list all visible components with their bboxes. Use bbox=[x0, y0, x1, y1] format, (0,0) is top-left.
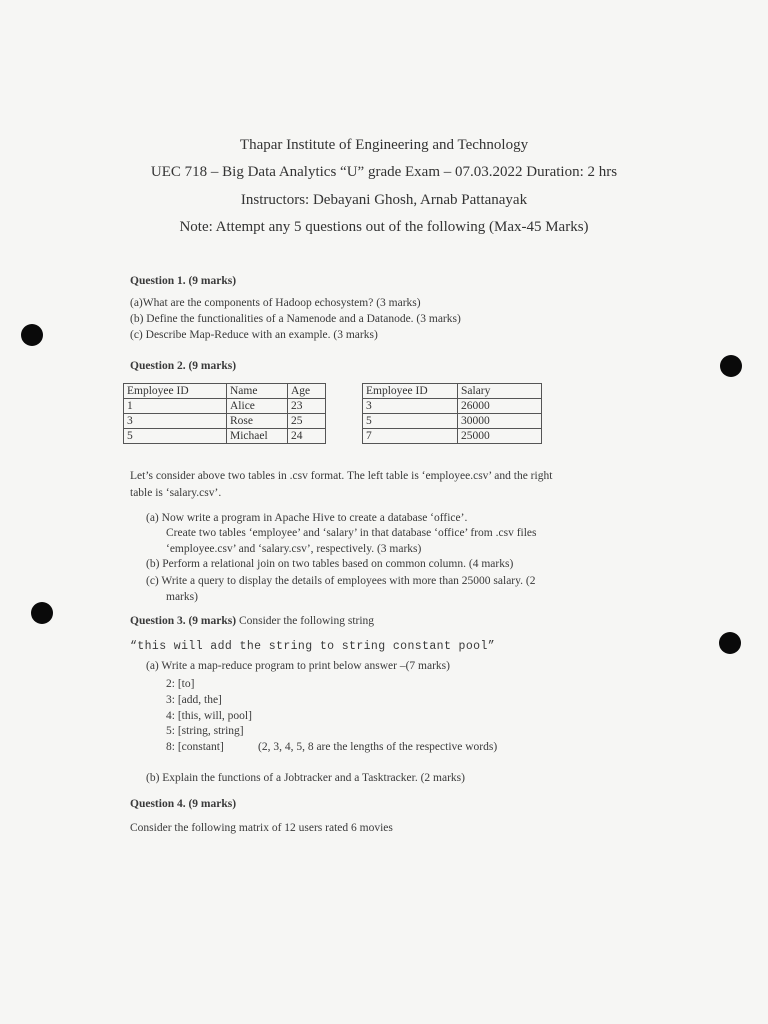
table-header-row bbox=[363, 384, 542, 399]
table-row bbox=[363, 414, 542, 429]
salary-table bbox=[362, 383, 542, 444]
table-header-cell: Employee ID bbox=[124, 384, 227, 399]
question-2-intro-line-2: table is ‘salary.csv’. bbox=[130, 487, 222, 499]
question-3-heading bbox=[130, 615, 374, 627]
answer-line: 4: [this, will, pool] bbox=[166, 710, 252, 722]
question-4-title: Question 4. (9 marks) bbox=[130, 798, 237, 810]
institute-title: Thapar Institute of Engineering and Technology bbox=[239, 137, 529, 153]
table-cell: Michael bbox=[227, 429, 288, 444]
question-1-part-c: (c) Describe Map-Reduce with an example. (3 marks) bbox=[130, 329, 378, 341]
table-cell: 1 bbox=[124, 399, 227, 414]
table-cell: 3 bbox=[124, 414, 227, 429]
table-cell: Rose bbox=[227, 414, 288, 429]
table-cell: 23 bbox=[288, 399, 326, 414]
answer-line: 8: [constant] bbox=[166, 741, 224, 753]
question-2-part-c-line-1: (c) Write a query to display the details of employees with more than 25000 salary. (2 bbox=[146, 575, 536, 587]
table-cell: 7 bbox=[363, 429, 458, 444]
table-row bbox=[363, 399, 542, 414]
table-cell: 25000 bbox=[458, 429, 542, 444]
table-cell: 5 bbox=[363, 414, 458, 429]
answer-line: 3: [add, the] bbox=[166, 694, 222, 706]
table-header-cell: Age bbox=[288, 384, 326, 399]
question-3-part-b: (b) Explain the functions of a Jobtracker and a Tasktracker. (2 marks) bbox=[146, 772, 465, 784]
table-cell: 26000 bbox=[458, 399, 542, 414]
punch-hole-left-top bbox=[21, 324, 43, 346]
punch-hole-right-bottom bbox=[719, 632, 741, 654]
table-header-row bbox=[124, 384, 326, 399]
question-3-part-a: (a) Write a map-reduce program to print below answer –(7 marks) bbox=[146, 660, 450, 672]
question-1-title: Question 1. (9 marks) bbox=[130, 275, 237, 287]
table-row bbox=[124, 429, 326, 444]
question-1-part-a: (a)What are the components of Hadoop echosystem? (3 marks) bbox=[130, 297, 421, 309]
table-cell: 24 bbox=[288, 429, 326, 444]
table-header-cell: Employee ID bbox=[363, 384, 458, 399]
employee-table bbox=[123, 383, 326, 444]
instructors-line: Instructors: Debayani Ghosh, Arnab Pattanayak bbox=[240, 192, 528, 208]
table-cell: 25 bbox=[288, 414, 326, 429]
question-3-title: Question 3. (9 marks) bbox=[130, 615, 237, 627]
question-2-part-b: (b) Perform a relational join on two tables based on common column. (4 marks) bbox=[146, 558, 514, 570]
question-2-part-a-line-1: (a) Now write a program in Apache Hive to create a database ‘office’. bbox=[146, 512, 468, 524]
question-3-string: “this will add the string to string constant pool” bbox=[130, 640, 496, 653]
punch-hole-left-bottom bbox=[31, 602, 53, 624]
question-2-part-c-line-2: marks) bbox=[166, 591, 198, 603]
question-2-intro-line-1: Let’s consider above two tables in .csv format. The left table is ‘employee.csv’ and the right bbox=[130, 470, 553, 482]
note-line: Note: Attempt any 5 questions out of the following (Max-45 Marks) bbox=[179, 219, 589, 235]
table-cell: 3 bbox=[363, 399, 458, 414]
punch-hole-right-top bbox=[720, 355, 742, 377]
question-2-part-a-line-2: Create two tables ‘employee’ and ‘salary’ in that database ‘office’ from .csv files bbox=[166, 527, 537, 539]
table-row bbox=[124, 399, 326, 414]
course-line: UEC 718 – Big Data Analytics “U” grade Exam – 07.03.2022 Duration: 2 hrs bbox=[150, 164, 618, 180]
question-2-part-a-line-3: ‘employee.csv’ and ‘salary.csv’, respectively. (3 marks) bbox=[166, 543, 422, 555]
table-cell: 5 bbox=[124, 429, 227, 444]
table-header-cell: Name bbox=[227, 384, 288, 399]
table-row bbox=[124, 414, 326, 429]
answers-note: (2, 3, 4, 5, 8 are the lengths of the respective words) bbox=[258, 741, 498, 753]
table-cell: Alice bbox=[227, 399, 288, 414]
answer-line: 5: [string, string] bbox=[166, 725, 244, 737]
question-1-part-b: (b) Define the functionalities of a Namenode and a Datanode. (3 marks) bbox=[130, 313, 461, 325]
question-4-line-1: Consider the following matrix of 12 users rated 6 movies bbox=[130, 822, 393, 834]
question-2-title: Question 2. (9 marks) bbox=[130, 360, 237, 372]
table-row bbox=[363, 429, 542, 444]
answer-line: 2: [to] bbox=[166, 678, 195, 690]
question-3-title-rest: Consider the following string bbox=[238, 615, 375, 627]
table-cell: 30000 bbox=[458, 414, 542, 429]
table-header-cell: Salary bbox=[458, 384, 542, 399]
